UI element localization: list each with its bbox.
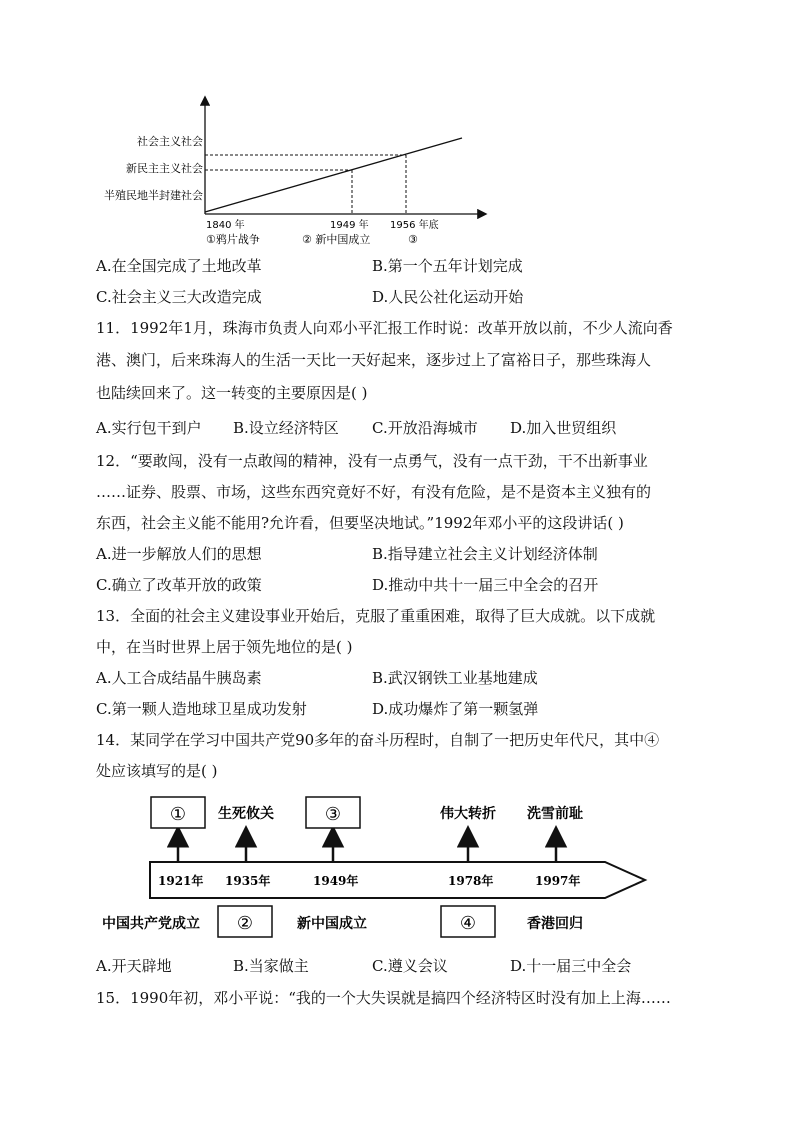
x-sublabel-2: ② 新中国成立 [302,233,371,246]
q14-option-a[interactable]: A.开天辟地 [96,957,172,975]
year-1921: 1921年 [158,874,204,888]
x-label-1956: 1956 年底 [390,220,439,231]
q14-line-1: 14．某同学在学习中国共产党90多年的奋斗历程时，自制了一把历史年代尺，其中④ [96,731,660,749]
x-sublabel-1: ①鸦片战争 [206,233,260,246]
year-1935: 1935年 [225,874,271,888]
box-3-label: ③ [324,804,342,825]
q10-option-d[interactable]: D.人民公社化运动开始 [372,288,524,306]
q10-option-c[interactable]: C.社会主义三大改造完成 [96,288,262,306]
q11-option-c[interactable]: C.开放沿海城市 [372,419,478,437]
q14-line-2: 处应该填写的是( ) [96,762,218,780]
q11-option-b[interactable]: B.设立经济特区 [233,419,339,437]
q13-option-d[interactable]: D.成功爆炸了第一颗氢弹 [372,700,539,718]
q12-option-d[interactable]: D.推动中共十一届三中全会的召开 [372,576,599,594]
q11-line-1: 11．1992年1月，珠海市负责人向邓小平汇报工作时说：改革开放以前，不少人流向香 [96,319,673,337]
label-new-china: 新中国成立 [297,916,367,932]
q12-option-a[interactable]: A.进一步解放人们的思想 [96,545,262,563]
box-4-label: ④ [459,913,477,934]
q12-option-b[interactable]: B.指导建立社会主义计划经济体制 [372,545,598,563]
q14-option-c[interactable]: C.遵义会议 [372,957,448,975]
q11-option-d[interactable]: D.加入世贸组织 [510,419,617,437]
q13-option-b[interactable]: B.武汉钢铁工业基地建成 [372,669,538,687]
q12-option-c[interactable]: C.确立了改革开放的政策 [96,576,262,594]
q13-option-c[interactable]: C.第一颗人造地球卫星成功发射 [96,700,307,718]
y-label-semicolonial: 半殖民地半封建社会 [104,189,203,202]
q15-line-1: 15．1990年初，邓小平说：“我的一个大失误就是搞四个经济特区时没有加上上海…… [96,989,671,1007]
stage-diagram [0,0,794,260]
label-hk-return: 香港回归 [527,916,583,932]
q11-option-a[interactable]: A.实行包干到户 [96,419,202,437]
label-party-founded: 中国共产党成立 [102,916,200,932]
q13-line-2: 中，在当时世界上居于领先地位的是( ) [96,638,353,656]
q12-line-2: ……证券、股票、市场，这些东西究竟好不好，有没有危险，是不是资本主义独有的 [96,483,652,501]
q12-line-1: 12．“要敢闯，没有一点敢闯的精神，没有一点勇气，没有一点干劲，干不出新事业 [96,452,648,470]
label-shengsi: 生死攸关 [218,806,274,822]
timeline-diagram [0,790,794,960]
label-xixue: 洗雪前耻 [527,806,583,822]
q11-line-2: 港、澳门，后来珠海人的生活一天比一天好起来，逐步过上了富裕日子，那些珠海人 [96,351,652,369]
q10-option-b[interactable]: B.第一个五年计划完成 [372,257,523,275]
q13-line-1: 13．全面的社会主义建设事业开始后，克服了重重困难，取得了巨大成就。以下成就 [96,607,656,625]
x-label-1949: 1949 年 [330,220,369,231]
year-1978: 1978年 [448,874,494,888]
q10-option-a[interactable]: A.在全国完成了土地改革 [96,257,262,275]
box-2-label: ② [236,913,254,934]
q13-option-a[interactable]: A.人工合成结晶牛胰岛素 [96,669,262,687]
year-1997: 1997年 [535,874,581,888]
q14-option-d[interactable]: D.十一届三中全会 [510,957,632,975]
x-sublabel-3: ③ [408,233,418,246]
q14-option-b[interactable]: B.当家做主 [233,957,309,975]
box-1-label: ① [169,804,187,825]
trend-line [205,138,462,212]
label-weida: 伟大转折 [440,806,496,822]
y-label-socialist: 社会主义社会 [137,135,203,148]
y-label-newdemo: 新民主主义社会 [126,162,203,175]
x-label-1840: 1840 年 [206,220,245,231]
q12-line-3: 东西，社会主义能不能用?允许看，但要坚决地试。”1992年邓小平的这段讲话( ) [96,514,624,532]
q11-line-3: 也陆续回来了。这一转变的主要原因是( ) [96,384,368,402]
year-1949: 1949年 [313,874,359,888]
